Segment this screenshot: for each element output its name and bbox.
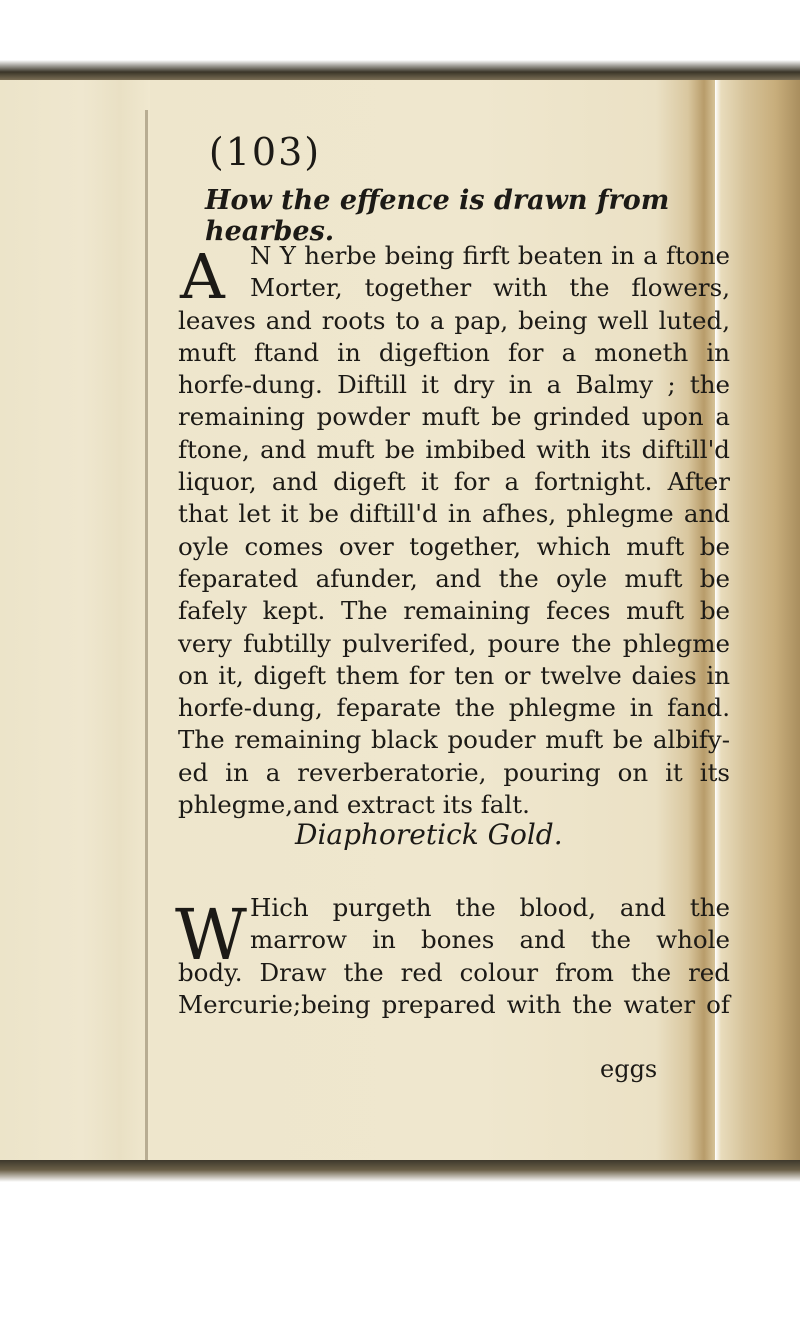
text-line: horfe-dung, feparate the phlegme in fand. (178, 693, 730, 723)
section-heading: Diaphoretick Gold. (295, 818, 563, 851)
text-line: Mercurie;being prepared with the water of (178, 989, 730, 1019)
scan-top-border (0, 0, 800, 80)
catchword: eggs (600, 1055, 658, 1083)
text-line: on it, digeft them for ten or twelve daies in (178, 660, 730, 690)
binding-shadow (145, 110, 148, 1160)
drop-cap-a: A (180, 240, 225, 313)
running-head: How the effence is drawn from hearbes. (205, 185, 670, 247)
text-line: The remaining black pouder muft be albify- (178, 725, 730, 755)
text-line: fafely kept. The remaining feces muft be (178, 596, 730, 626)
text-line: that let it be diftill'd in afhes, phlegme and (178, 499, 730, 529)
text-line: muft ftand in digeftion for a moneth in (178, 337, 730, 367)
text-line: ed in a reverberatorie, pouring on it its (178, 757, 730, 787)
drop-cap-w: W (175, 894, 247, 976)
page-number: (103) (208, 130, 322, 174)
text-line: remaining powder muft be grinded upon a (178, 402, 730, 432)
text-line: Hich purgeth the blood, and the (250, 893, 730, 922)
text-line: oyle comes over together, which muft be (178, 531, 730, 561)
text-line: leaves and roots to a pap, being well luted, (178, 305, 730, 335)
paragraph-1 (178, 240, 730, 821)
paragraph-2 (178, 892, 730, 1021)
text-line: ftone, and muft be imbibed with its diftill'd (178, 434, 730, 464)
text-line: very fubtilly pulverifed, poure the phlegme (178, 628, 730, 658)
text-line: phlegme,and extract its falt. (178, 790, 530, 820)
text-line: feparated afunder, and the oyle muft be (178, 563, 730, 593)
text-line: marrow in bones and the whole (250, 925, 730, 955)
scan-bottom-border (0, 1160, 800, 1322)
page-gutter (0, 80, 150, 1165)
text-line: Morter, together with the flowers, (250, 273, 730, 303)
text-line: horfe-dung. Diftill it dry in a Balmy ; the (178, 370, 730, 400)
text-line: body. Draw the red colour from the red (178, 957, 730, 987)
text-line: N Y herbe being firft beaten in a ftone (250, 241, 730, 270)
text-line: liquor, and digeft it for a fortnight. After (178, 467, 730, 497)
